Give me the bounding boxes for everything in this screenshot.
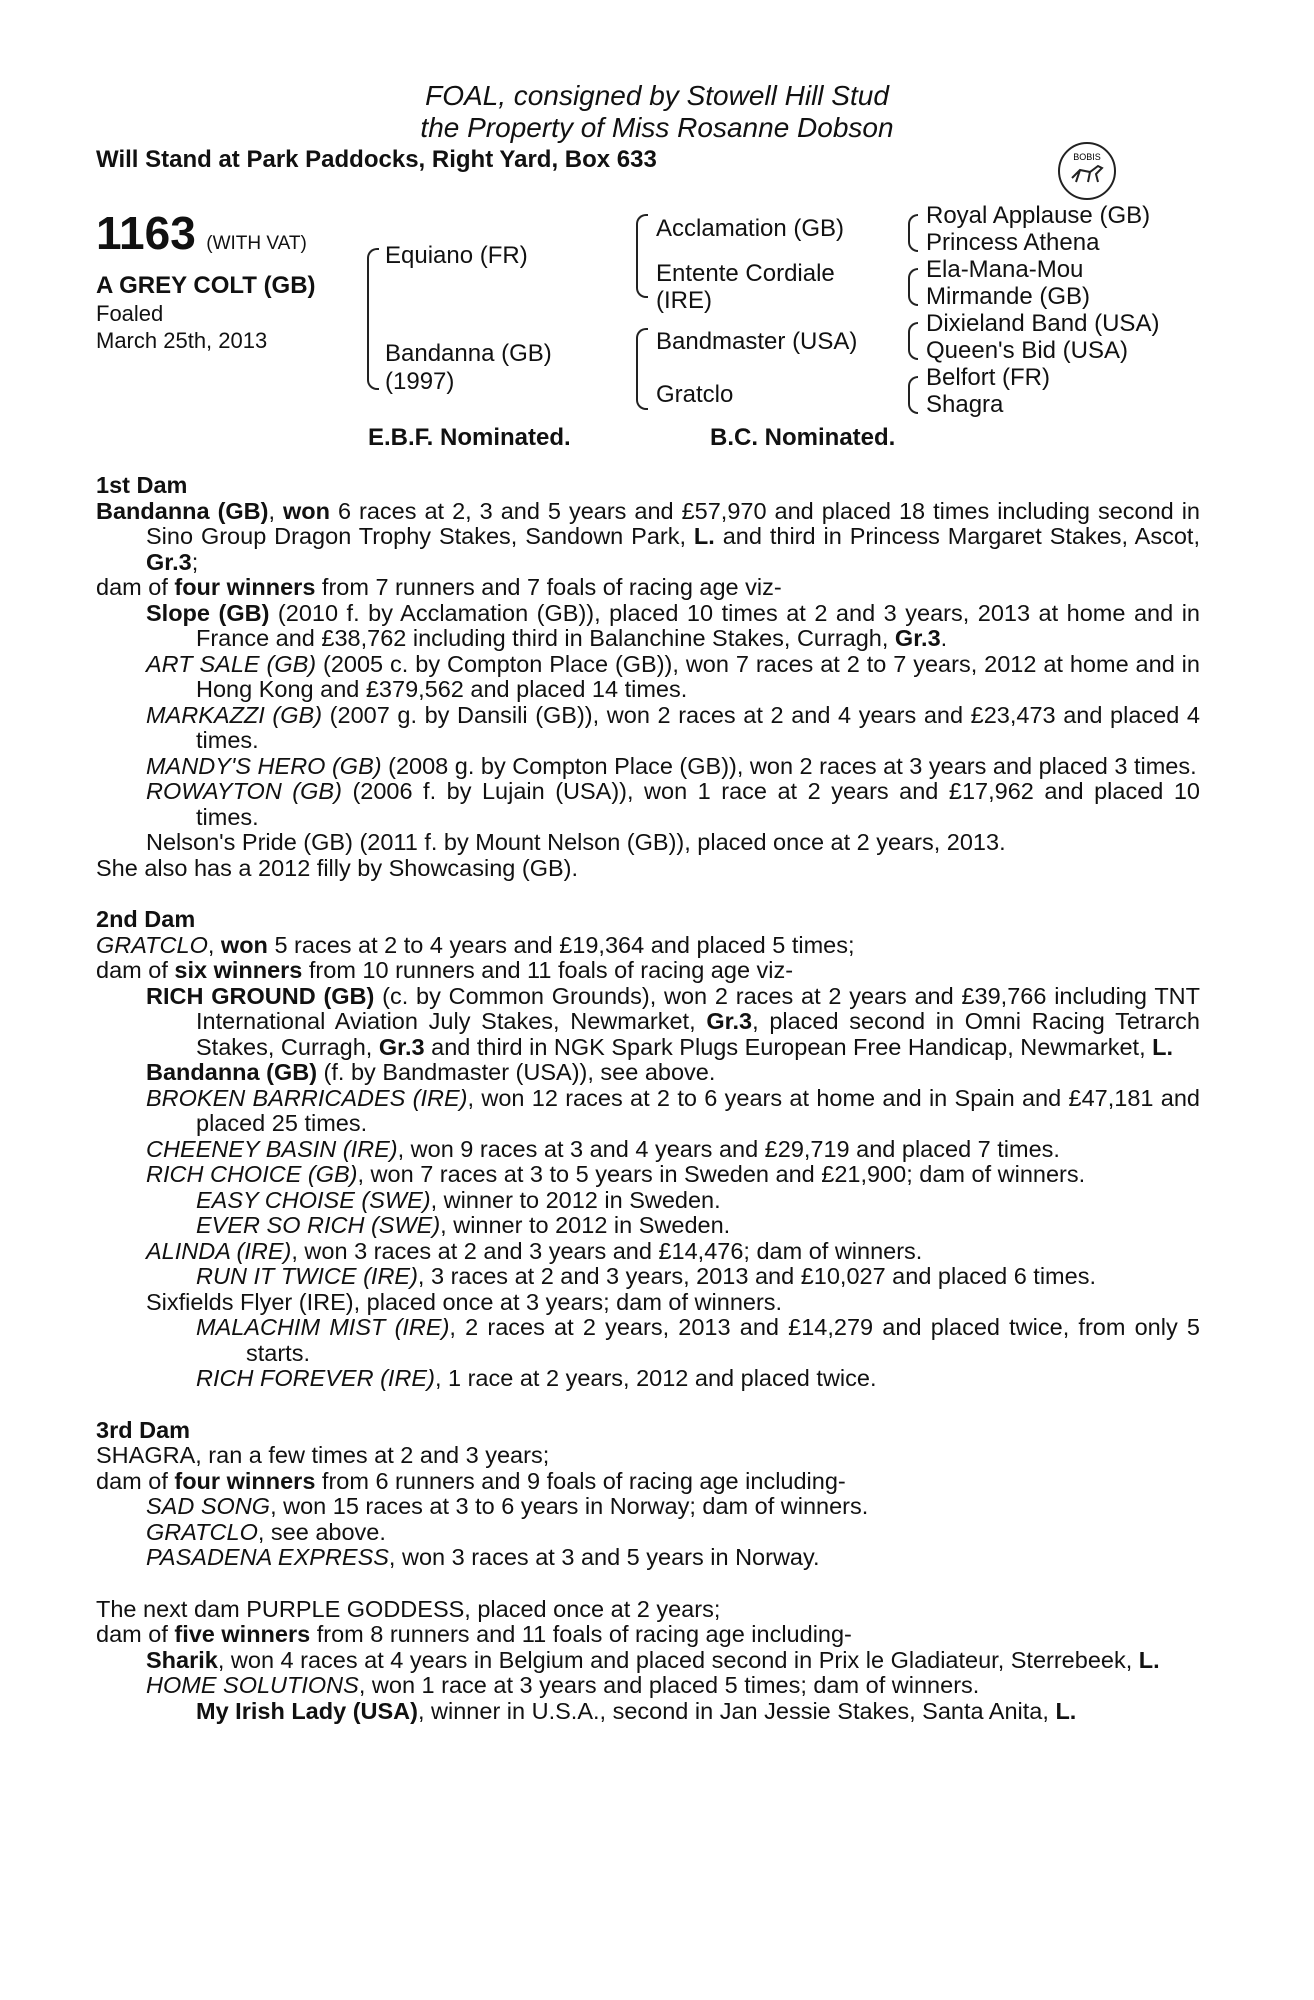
third-dam-heading: 3rd Dam xyxy=(96,1416,191,1443)
third-dam-para: SHAGRA, ran a few times at 2 and 3 years; xyxy=(96,1442,550,1468)
foal-rowayton: ROWAYTON (GB) (2006 f. by Lujain (USA)), won 1 race at 2 years and £17,962 and placed 10 times. xyxy=(146,778,1200,830)
foal-alinda: ALINDA (IRE), won 3 races at 2 and 3 years and £14,476; dam of winners. xyxy=(146,1237,923,1264)
second-dam-para: GRATCLO, won 5 races at 2 to 4 years and £19,364 and placed 5 times; xyxy=(96,931,855,958)
granddam-3: Queen's Bid (USA) xyxy=(926,337,1128,364)
third-dam-dam-of: dam of four winners from 6 runners and 9 foals of racing age including- xyxy=(96,1467,846,1494)
grandsire-3: Dixieland Band (USA) xyxy=(926,310,1160,337)
sire-dam-suffix: (IRE) xyxy=(656,287,712,314)
foal-easy-choise: EASY CHOISE (SWE), winner to 2012 in Sweden. xyxy=(196,1186,721,1213)
grandsire-1: Royal Applause (GB) xyxy=(926,202,1151,229)
dam-brace xyxy=(636,328,648,410)
g-brace-4 xyxy=(908,376,918,414)
first-dam-also: She also has a 2012 filly by Showcasing (GB). xyxy=(96,854,579,881)
foaled-label: Foaled xyxy=(96,301,164,326)
foal-sixfields-flyer: Sixfields Flyer (IRE), placed once at 3 years; dam of winners. xyxy=(146,1288,783,1315)
foal-ever-so-rich: EVER SO RICH (SWE), winner to 2012 in Sweden. xyxy=(196,1212,731,1238)
foal-malachim-mist: MALACHIM MIST (IRE), 2 races at 2 years, 2013 and £14,279 and placed twice, from only 5 starts. xyxy=(196,1314,1200,1366)
g-brace-2 xyxy=(908,268,918,306)
bobis-logo-icon xyxy=(1058,142,1116,200)
foal-slope: Slope (GB) (2010 f. by Acclamation (GB)), placed 10 times at 2 and 3 years, 2013 at home and in France and £38,762 including third in Balanchine Stakes, Curragh, Gr.3. xyxy=(146,599,1200,651)
first-dam-para: Bandanna (GB), won 6 races at 2, 3 and 5 years and £57,970 and placed 18 times including second in Sino Group Dragon Trophy Stakes, Sandown Park, L. and third in Princess Margaret Stakes, Ascot, Gr.3; xyxy=(96,497,1200,575)
lot-number-row xyxy=(96,206,307,260)
sire-dam: Entente Cordiale xyxy=(656,260,835,287)
g-brace-1 xyxy=(908,214,918,252)
sire-brace xyxy=(636,214,648,298)
sire-sire: Acclamation (GB) xyxy=(656,215,845,242)
first-dam-dam-of: dam of four winners from 7 runners and 7 foals of racing age viz- xyxy=(96,574,782,600)
foal-gratclo: GRATCLO, see above. xyxy=(146,1518,386,1545)
foal-broken-barricades: BROKEN BARRICADES (IRE), won 12 races at 2 to 6 years at home and in Spain and £47,181 and placed 25 times. xyxy=(146,1084,1200,1136)
foal-mandys-hero: MANDY'S HERO (GB) (2008 g. by Compton Place (GB)), won 2 races at 3 years and placed 3 times. xyxy=(146,752,1197,779)
foal-markazzi: MARKAZZI (GB) (2007 g. by Dansili (GB)), won 2 races at 2 and 4 years and £23,473 and placed 4 times. xyxy=(146,701,1200,753)
next-dam-dam-of: dam of five winners from 8 runners and 11 foals of racing age including- xyxy=(96,1621,852,1647)
g-brace-3 xyxy=(908,322,918,360)
foal-rich-ground: RICH GROUND (GB) (c. by Common Grounds), won 2 races at 2 years and £39,766 including TNT International Aviation July Stakes, Newmarket, Gr.3, placed second in Omni Racing Tetrarch Stakes, Curragh, Gr.3 and third in NGK Spark Plugs European Free Handicap, Newmarket, L. xyxy=(146,982,1200,1060)
lot-number: 1163 xyxy=(96,207,196,259)
pedigree-brace xyxy=(367,248,379,390)
foal-rich-forever: RICH FOREVER (IRE), 1 race at 2 years, 2012 and placed twice. xyxy=(196,1365,877,1391)
foal-home-solutions: HOME SOLUTIONS, won 1 race at 3 years and placed 5 times; dam of winners. xyxy=(146,1672,980,1698)
next-dam-para: The next dam PURPLE GODDESS, placed once at 2 years; xyxy=(96,1595,721,1622)
granddam-1: Princess Athena xyxy=(926,229,1100,256)
vat-label: (WITH VAT) xyxy=(206,233,307,254)
granddam-2: Mirmande (GB) xyxy=(926,283,1091,310)
dam-dam: Gratclo xyxy=(656,381,734,408)
foal-rich-choice: RICH CHOICE (GB), won 7 races at 3 to 5 years in Sweden and £21,900; dam of winners. xyxy=(146,1161,1086,1187)
dam-sire: Bandmaster (USA) xyxy=(656,328,858,355)
second-dam-heading: 2nd Dam xyxy=(96,906,196,932)
dam-name: Bandanna (GB) xyxy=(385,340,552,367)
grandsire-4: Belfort (FR) xyxy=(926,364,1051,391)
ebf-nominated: E.B.F. Nominated. xyxy=(368,424,571,451)
bc-nominated: B.C. Nominated. xyxy=(710,424,896,451)
foal-cheeney-basin: CHEENEY BASIN (IRE), won 9 races at 3 and 4 years and £29,719 and placed 7 times. xyxy=(146,1135,1060,1162)
consignor-line: FOAL, consigned by Stowell Hill Stud xyxy=(425,80,889,111)
property-line: the Property of Miss Rosanne Dobson xyxy=(420,112,894,143)
second-dam-dam-of: dam of six winners from 10 runners and 11 foals of racing age viz- xyxy=(96,957,794,983)
stand-line: Will Stand at Park Paddocks, Right Yard, Box 633 xyxy=(96,146,657,173)
foal-run-it-twice: RUN IT TWICE (IRE), 3 races at 2 and 3 years, 2013 and £10,027 and placed 6 times. xyxy=(196,1263,1096,1289)
foaled-date: March 25th, 2013 xyxy=(96,328,268,353)
foal-bandanna: Bandanna (GB) (f. by Bandmaster (USA)), see above. xyxy=(146,1059,716,1085)
foal-sharik: Sharik, won 4 races at 4 years in Belgium and placed second in Prix le Gladiateur, Sterrebeek, L. xyxy=(146,1646,1160,1673)
sire-name: Equiano (FR) xyxy=(385,242,528,269)
foal-art-sale: ART SALE (GB) (2005 c. by Compton Place (GB)), won 7 races at 2 to 7 years, 2012 at home and in Hong Kong and £379,562 and placed 14 times. xyxy=(146,650,1200,702)
granddam-4: Shagra xyxy=(926,391,1004,418)
svg-text:BOBIS: BOBIS xyxy=(1073,152,1101,162)
dam-year: (1997) xyxy=(385,368,455,395)
first-dam-heading: 1st Dam xyxy=(96,472,188,498)
foal-nelsons-pride: Nelson's Pride (GB) (2011 f. by Mount Nelson (GB)), placed once at 2 years, 2013. xyxy=(146,829,1006,855)
foal-pasadena-express: PASADENA EXPRESS, won 3 races at 3 and 5 years in Norway. xyxy=(146,1544,820,1570)
grandsire-2: Ela-Mana-Mou xyxy=(926,256,1084,283)
lot-description: A GREY COLT (GB) xyxy=(96,272,316,299)
foal-sad-song: SAD SONG, won 15 races at 3 to 6 years in Norway; dam of winners. xyxy=(146,1493,869,1519)
foal-my-irish-lady: My Irish Lady (USA), winner in U.S.A., second in Jan Jessie Stakes, Santa Anita, L. xyxy=(196,1697,1077,1724)
catalogue-text xyxy=(96,473,1200,1724)
